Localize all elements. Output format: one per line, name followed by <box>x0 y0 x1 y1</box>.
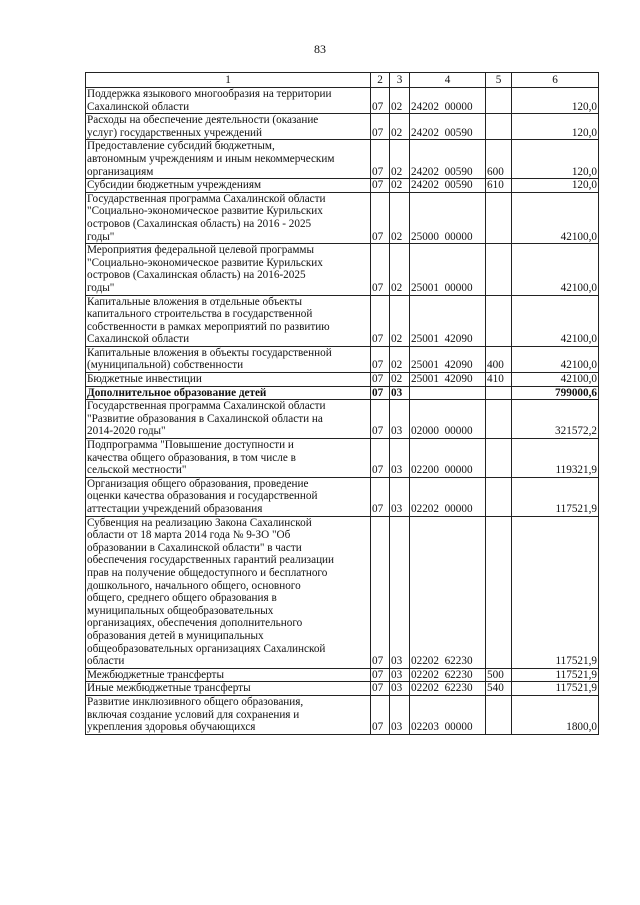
row-section-cell: 07 <box>371 295 390 346</box>
row-type-cell: 600 <box>486 140 512 179</box>
row-type-cell: 610 <box>486 179 512 193</box>
table-row <box>86 295 599 346</box>
table-row <box>86 114 599 140</box>
header-col-name: 1 <box>86 73 371 88</box>
row-type-cell: 410 <box>486 373 512 387</box>
row-type-cell <box>486 192 512 243</box>
table-header-row <box>86 73 599 88</box>
table-row <box>86 140 599 179</box>
header-col-type: 5 <box>486 73 512 88</box>
row-name-cell: Подпрограмма "Повышение доступности и качества общего образования, в том числе в сельской местности" <box>86 439 371 478</box>
row-sum-cell: 120,0 <box>512 179 599 193</box>
table-row <box>86 346 599 372</box>
row-name-cell: Субвенция на реализацию Закона Сахалинской области от 18 марта 2014 года № 9-ЗО "Об образовании в Сахалинской области" в части обеспечения государственных гарантий реализации прав на получение общедоступного и бесплатного дошкольного, начального общего, основного общего, среднего общего образования в муниципальных общеобразовательных организациях, обеспечения дополнительного образования детей в муниципальных общеобразовательных организациях Сахалинской области <box>86 516 371 668</box>
row-section-cell: 07 <box>371 179 390 193</box>
row-subsection-cell: 02 <box>390 88 410 114</box>
row-section-cell: 07 <box>371 400 390 439</box>
header-col-section: 2 <box>371 73 390 88</box>
row-target-cell: 02202 00000 <box>410 477 486 516</box>
row-target-cell: 25000 00000 <box>410 192 486 243</box>
row-name-cell: Развитие инклюзивного общего образования, включая создание условий для сохранения и укрепления здоровья обучающихся <box>86 695 371 734</box>
table-row <box>86 179 599 193</box>
row-type-cell <box>486 386 512 400</box>
row-subsection-cell: 02 <box>390 114 410 140</box>
table-row <box>86 439 599 478</box>
row-name-cell: Капитальные вложения в объекты государственной (муниципальной) собственности <box>86 346 371 372</box>
row-section-cell: 07 <box>371 682 390 696</box>
row-target-cell: 02202 62230 <box>410 682 486 696</box>
row-type-cell: 400 <box>486 346 512 372</box>
row-target-cell: 02202 62230 <box>410 516 486 668</box>
row-section-cell: 07 <box>371 88 390 114</box>
row-subsection-cell: 02 <box>390 192 410 243</box>
row-subsection-cell: 02 <box>390 244 410 295</box>
row-type-cell <box>486 439 512 478</box>
row-target-cell: 25001 42090 <box>410 373 486 387</box>
row-section-cell: 07 <box>371 373 390 387</box>
row-target-cell <box>410 386 486 400</box>
row-type-cell <box>486 400 512 439</box>
row-subsection-cell: 02 <box>390 295 410 346</box>
row-subsection-cell: 03 <box>390 439 410 478</box>
row-type-cell <box>486 477 512 516</box>
row-name-cell: Организация общего образования, проведение оценки качества образования и государственной аттестации учреждений образования <box>86 477 371 516</box>
row-sum-cell: 117521,9 <box>512 477 599 516</box>
row-type-cell <box>486 244 512 295</box>
row-name-cell: Бюджетные инвестиции <box>86 373 371 387</box>
row-subsection-cell: 02 <box>390 140 410 179</box>
row-section-cell: 07 <box>371 114 390 140</box>
row-name-cell: Капитальные вложения в отдельные объекты капитального строительства в государственной собственности в рамках мероприятий по развитию Сахалинской области <box>86 295 371 346</box>
row-name-cell: Поддержка языкового многообразия на территории Сахалинской области <box>86 88 371 114</box>
row-sum-cell: 120,0 <box>512 140 599 179</box>
table-row <box>86 244 599 295</box>
row-target-cell: 02203 00000 <box>410 695 486 734</box>
row-target-cell: 24202 00590 <box>410 140 486 179</box>
header-col-subsection: 3 <box>390 73 410 88</box>
row-sum-cell: 42100,0 <box>512 346 599 372</box>
row-target-cell: 02000 00000 <box>410 400 486 439</box>
row-name-cell: Межбюджетные трансферты <box>86 668 371 682</box>
row-sum-cell: 119321,9 <box>512 439 599 478</box>
table-row <box>86 192 599 243</box>
row-subsection-cell: 02 <box>390 346 410 372</box>
row-section-cell: 07 <box>371 346 390 372</box>
row-type-cell: 540 <box>486 682 512 696</box>
row-sum-cell: 120,0 <box>512 114 599 140</box>
row-name-cell: Мероприятия федеральной целевой программы "Социально-экономическое развитие Курильских островов (Сахалинская область) на 2016-2025 годы" <box>86 244 371 295</box>
row-section-cell: 07 <box>371 668 390 682</box>
table-row <box>86 668 599 682</box>
table-row <box>86 373 599 387</box>
row-subsection-cell: 02 <box>390 179 410 193</box>
row-sum-cell: 42100,0 <box>512 373 599 387</box>
row-name-cell: Субсидии бюджетным учреждениям <box>86 179 371 193</box>
budget-table <box>85 72 599 735</box>
row-section-cell: 07 <box>371 516 390 668</box>
row-type-cell: 500 <box>486 668 512 682</box>
row-name-cell: Государственная программа Сахалинской области "Социально-экономическое развитие Курильских островов (Сахалинская область) на 2016 - 2025 годы" <box>86 192 371 243</box>
row-name-cell: Государственная программа Сахалинской области "Развитие образования в Сахалинской области на 2014-2020 годы" <box>86 400 371 439</box>
table-row <box>86 682 599 696</box>
row-section-cell: 07 <box>371 140 390 179</box>
table-row <box>86 400 599 439</box>
row-section-cell: 07 <box>371 439 390 478</box>
row-type-cell <box>486 695 512 734</box>
table-row <box>86 695 599 734</box>
row-section-cell: 07 <box>371 695 390 734</box>
page-number: 83 <box>314 42 326 56</box>
table-row <box>86 88 599 114</box>
row-subsection-cell: 03 <box>390 695 410 734</box>
row-target-cell: 24202 00590 <box>410 114 486 140</box>
row-section-cell: 07 <box>371 244 390 295</box>
header-col-sum: 6 <box>512 73 599 88</box>
row-sum-cell: 799000,6 <box>512 386 599 400</box>
row-target-cell: 02200 00000 <box>410 439 486 478</box>
row-sum-cell: 42100,0 <box>512 244 599 295</box>
row-name-cell: Расходы на обеспечение деятельности (оказание услуг) государственных учреждений <box>86 114 371 140</box>
row-sum-cell: 42100,0 <box>512 295 599 346</box>
table-row <box>86 477 599 516</box>
row-section-cell: 07 <box>371 477 390 516</box>
row-sum-cell: 120,0 <box>512 88 599 114</box>
table-row <box>86 386 599 400</box>
row-target-cell: 25001 00000 <box>410 244 486 295</box>
row-subsection-cell: 03 <box>390 682 410 696</box>
table-body <box>86 88 599 735</box>
row-name-cell: Дополнительное образование детей <box>86 386 371 400</box>
row-sum-cell: 42100,0 <box>512 192 599 243</box>
row-target-cell: 25001 42090 <box>410 295 486 346</box>
row-subsection-cell: 03 <box>390 386 410 400</box>
row-target-cell: 02202 62230 <box>410 668 486 682</box>
row-subsection-cell: 02 <box>390 373 410 387</box>
table-row <box>86 516 599 668</box>
row-subsection-cell: 03 <box>390 400 410 439</box>
row-name-cell: Предоставление субсидий бюджетным, автономным учреждениям и иным некоммерческим организациям <box>86 140 371 179</box>
row-name-cell: Иные межбюджетные трансферты <box>86 682 371 696</box>
row-sum-cell: 117521,9 <box>512 682 599 696</box>
row-type-cell <box>486 114 512 140</box>
row-target-cell: 24202 00590 <box>410 179 486 193</box>
row-section-cell: 07 <box>371 192 390 243</box>
row-subsection-cell: 03 <box>390 668 410 682</box>
row-subsection-cell: 03 <box>390 516 410 668</box>
row-target-cell: 24202 00000 <box>410 88 486 114</box>
row-sum-cell: 117521,9 <box>512 668 599 682</box>
row-sum-cell: 117521,9 <box>512 516 599 668</box>
row-type-cell <box>486 516 512 668</box>
row-target-cell: 25001 42090 <box>410 346 486 372</box>
row-section-cell: 07 <box>371 386 390 400</box>
row-sum-cell: 1800,0 <box>512 695 599 734</box>
row-type-cell <box>486 295 512 346</box>
row-subsection-cell: 03 <box>390 477 410 516</box>
header-col-target: 4 <box>410 73 486 88</box>
row-type-cell <box>486 88 512 114</box>
row-sum-cell: 321572,2 <box>512 400 599 439</box>
